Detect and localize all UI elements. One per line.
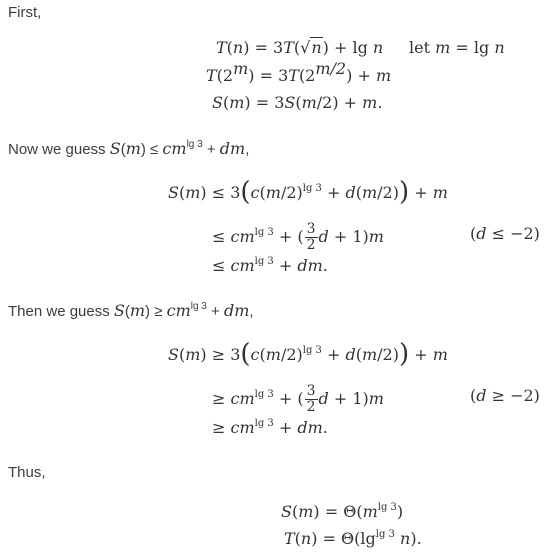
upper-line-2: ≤ $cm^{lg 3}$ + ( $\frac{3}{2}$ d + 1)m — [212, 221, 384, 253]
lower-line-3: ≥ $cm^{lg 3}$ + dm. — [212, 418, 328, 437]
paragraph-first: First, — [8, 4, 42, 21]
equation-note-let: let m = lg n — [409, 38, 505, 57]
paragraph-upper-guess: Now we guess $S(m) \le cm^{lg 3}$ + dm, — [8, 139, 250, 158]
paragraph-lower-guess: Then we guess $S(m) \ge cm^{lg 3}$ + dm, — [8, 301, 254, 320]
equation-line-3: S(m) = 3S(m/2) + m. — [212, 93, 383, 112]
lower-line-2: ≥ $cm^{lg 3}$ + ( $\frac{3}{2}$ d + 1)m — [212, 383, 384, 415]
lower-condition: (d ≥ −2) — [470, 386, 540, 405]
upper-condition: (d ≤ −2) — [470, 224, 540, 243]
result-line-1: $S(m) = \Theta(m^{lg 3})$ — [281, 502, 404, 521]
paragraph-thus: Thus, — [8, 464, 46, 481]
upper-line-3: ≤ $cm^{lg 3}$ + dm. — [212, 256, 328, 275]
equation-line-1: T(n) = 3T(√n) + lg n — [216, 38, 384, 57]
upper-line-1: $S(m) \le 3(c(m/2)^{lg 3} + d(m/2)) + m$ — [168, 177, 448, 207]
equation-line-2: $T(2^m) = 3T(2^{m/2}) + m$ — [206, 59, 392, 85]
lower-line-1: $S(m) \ge 3(c(m/2)^{lg 3} + d(m/2)) + m$ — [168, 339, 448, 369]
result-line-2: $T(n) = \Theta(\lg^{lg 3}$ n). — [284, 529, 422, 548]
